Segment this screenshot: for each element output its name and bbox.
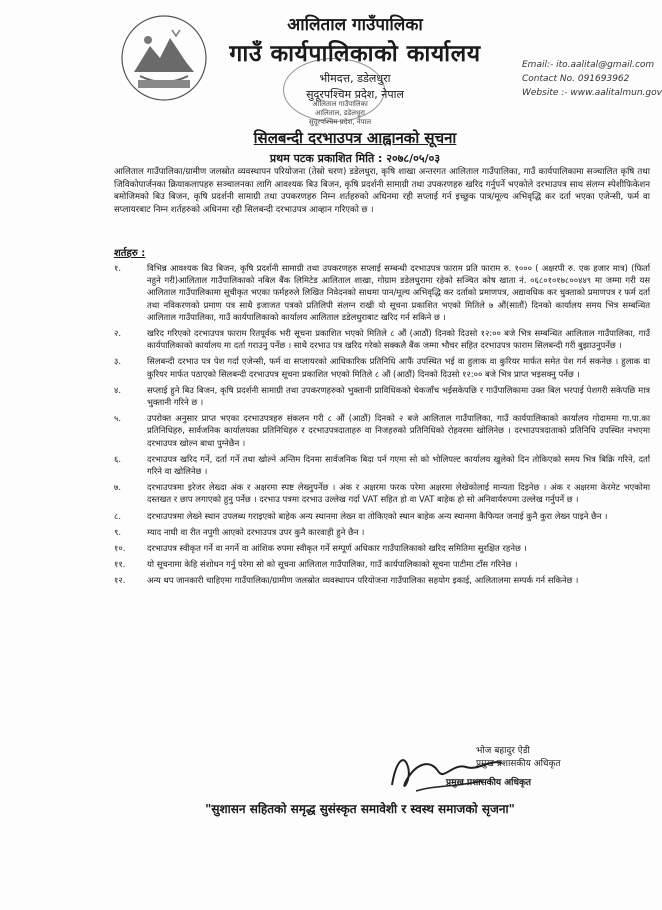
condition-text: सप्लाई हुने बिउ बिजन, कृषि प्रदर्शनी सामाग्री तथा उपकरणहरुको भुक्तानी प्राविधिकको चेकजाँच भईसकेपछि र गाउँपालिकामा उक्त बिल भरपाई पेशगरी सकेपछि मात्र भुक्तानी गरिने छ ।	[147, 384, 650, 408]
signer-details	[476, 745, 561, 771]
published-date: प्रथम पटक प्रकाशित मिति : २०७८/०५/०३	[269, 152, 441, 165]
condition-text: खरिद गरिएको दरभाउपत्र फाराम रितपूर्वक भरी सूचना प्रकाशित भएको मितिले ८ औं (आठौं) दिनको दिउसो १२:०० बजे भित्र सम्बन्धित आलिताल गाउँपालिका, गाउँ कार्यपालिकाको कार्यालय मा दर्ता गराउनु पर्नेछ । साथै दरभाउ पत्र खरिद गरेको सक्कलै बैंक जम्मा भौचर सहित दरभाउपत्र फाराम सिलबन्दी गरी बुझाउनुपर्नेछ ।	[147, 328, 650, 351]
contact-phone: Contact No. 091693962	[522, 74, 630, 84]
signer-designation: प्रमुख प्रशासकीय अधिकृत	[476, 759, 561, 769]
notice-title: सिलबन्दी दरभाउपत्र आह्वानको सूचना	[253, 129, 457, 147]
condition-item	[114, 412, 650, 449]
condition-number: १२.	[114, 575, 126, 586]
condition-text: विभिन्न आवश्यक बिउ बिजन, कृषि प्रदर्शनी सामाग्री तथा उपकरणहरु सप्लाई सम्बन्धी दरभाउपत्र फाराम प्रति फाराम रु. १००० ( अक्षरपी रु. एक हजार मात्र) (फिर्ता नहुने गरी)आलिताल गाउँपालिकाको नबिल बैंक लिमिटेड आलिताल शाखा, गोग्राम डडेलधुरामा रहेको सञ्चित कोष खाता नं. ०६८०१०१७८००४४९ मा जम्मा गरी यस आलिताल गाउँपालिकामा सूचीकृत भएका फर्महरुले लिखित निवेदनको साथमा पान/मूल्य अभिवृद्धि कर दर्ताको प्रमाणपत्र, अद्यावधिक कर चुक्ताको प्रमाणपत्र र फर्म दर्ता तथा नविकरणको प्रमाण पत्र साथै इजाजत पत्रको प्रतिलिपी संलग्न राखी यो सूचना प्रकाशित भएको मितिले ७ औं(सातौं) दिनको कार्यालय समय भित्र सम्बन्धित आलिताल गाउँपालिका, गाउँ कार्यपालिकाको कार्यालय आलिताल डडेलधुराबाट खरिद गर्न सकिने छ ।	[147, 263, 650, 322]
condition-item	[114, 355, 650, 379]
condition-number: ६.	[114, 453, 122, 464]
condition-text: सिलबन्दी दरभाउ पत्र पेश गर्दा एजेन्सी, फर्म वा सप्लायरको आधिकारिक प्रतिनिधि आफैं उपस्थित भई वा हुलाक वा कुरियर मार्फत समेत पेश गर्न सकनेछ । हुलाक वा कुरियर मार्फत पठाएको सिलबन्दी दरभाउपत्र सूचना प्रकाशित भएको मितिले ८ औं (आठौं) दिनको दिउसो १२:०० बजे भित्र प्राप्त भइसक्नु पर्नेछ ।	[147, 356, 650, 379]
condition-item	[114, 510, 650, 522]
condition-number: ८.	[114, 510, 122, 521]
stamp-line-2: आलिताल, डडेलधुरा	[315, 109, 365, 117]
condition-number: ९.	[114, 526, 122, 537]
office-name: गाउँ कार्यपालिकाको कार्यालय	[229, 41, 481, 67]
condition-item	[114, 262, 650, 323]
condition-number: १.	[114, 263, 122, 273]
stamp-line-3: सुदूरपश्चिम प्रदेश, नेपाल	[308, 118, 372, 126]
condition-text: यो सूचनामा केहि संशोधन गर्नु परेमा सो को सूचना आलिताल गाउँपालिका, गाउँ कार्यपालिकाको सूचना पाटीमा टाँस गरिनेछ ।	[147, 559, 518, 570]
notice-intro: आलिताल गाउँपालिका/ग्रामीण जलस्रोत व्यवस्थापन परियोजना (तेस्रो चरण) डडेलधुरा, कृषि शाखा अन्तरगत आलिताल गाउँपालिका, गाउँ कार्यपालिकामा सञ्चालित कृषि तथा जिविकोपार्जनका क्रियाकलापहरु सञ्चालनका लागि आवश्यक बिउ बिजन, कृषि प्रदर्शनी सामाग्री तथा उपकरणहरु खरिद गर्नुपर्ने भएकोले दरभाउपत्र साथ संलग्न स्पेशीफिकेशन बमोजिमको बिउ बिजन, कृषि प्रदर्शनी सामाग्री तथा उपकरणहरु निम्न शर्तहरुको अधिनमा रही सप्लाई गर्न इच्छुक पात्र/मूल्य अभिवृद्धि कर दर्ता भएका एजेन्सी, फर्म वा सप्लायरबाट निम्न शर्तहरुको अधिनमा रही सिलबन्दी दरभाउपत्र आव्हान गरिएको छ ।	[114, 167, 650, 215]
condition-text: उपरोक्त अनुसार प्राप्त भएका दरभाउपत्रहरु संकलन गरी ८ औं (आठौं) दिनको २ बजे आलिताल गाउँपालिका, गाउँ कार्यपालिकाको कार्यालय गोदाममा गा.पा.का प्रतिनिधिहरु, सार्वजनिक कार्यालयका प्रतिनिधिहरु र दरभाउपत्रदाताहरु वा निजहरुको प्रतिनिधिको रोहवरमा खोलिनेछ । दरभाउपत्रदाताको प्रतिनिधि उपस्थित नभएमा दरभाउपत्र खोल्न बाधा पुग्नेछैन ।	[147, 413, 650, 448]
condition-item	[114, 481, 650, 505]
contact-email: Email:- ito.aalital@gmail.com	[522, 60, 655, 70]
rural-municipality-name: आलिताल गाउँपालिका	[287, 15, 423, 35]
condition-item	[114, 327, 650, 351]
condition-number: ७.	[114, 482, 122, 493]
contact-block	[522, 58, 662, 100]
condition-number: ४.	[114, 384, 122, 395]
condition-number: ११.	[114, 559, 126, 570]
condition-item	[114, 558, 650, 570]
condition-item	[114, 384, 650, 408]
condition-number: २.	[114, 328, 122, 339]
stamp-text	[300, 100, 380, 127]
condition-item	[114, 542, 650, 554]
slogan: "सुशासन सहितको समृद्ध सुसंस्कृत समावेशी र स्वस्थ समाजको सृजना"	[205, 802, 515, 816]
condition-number: ३.	[114, 356, 122, 367]
signer-office-line: प्रमुख प्रशासकीय अधिकृत	[446, 778, 532, 788]
condition-item	[114, 526, 650, 538]
condition-text: अन्य थप जानकारी चाहिएमा गाउँपालिका/ग्रामीण जलस्रोत व्यवस्थापन परियोजना गाउँपालिका सहयोग इकाई, आलितालमा सम्पर्क गर्न सकिनेछ ।	[147, 575, 579, 586]
signer-name: भोज बहादुर ऐडी	[476, 746, 530, 756]
stamp-line-1: आलिताल गाउँपालिका	[312, 100, 368, 108]
condition-item	[114, 453, 650, 477]
office-location: भीमदत्त, डडेलधुरा	[319, 72, 391, 85]
contact-website: Website :- www.aalitalmun.gov	[522, 88, 662, 98]
condition-text: दरभाउपत्रमा लेख्ने स्थान उपलब्ध गराइएको बाहेक अन्य स्थानमा लेख्न वा तोकिएको स्थान बाहेक अन्य स्थानमा कैफियत जनाई कुनै कुरा लेख्न पाइने छैन ।	[147, 510, 608, 521]
condition-number: १०.	[114, 543, 126, 554]
conditions-list	[114, 262, 650, 591]
conditions-heading: शर्तहरु :	[114, 248, 146, 259]
province-country: सुदूरपश्चिम प्रदेश, नेपाल	[306, 88, 404, 101]
condition-text: दरभाउपत्रमा इरेजर लेख्दा अंक र अक्षरमा स्पष्ट लेख्नुपर्नेछ । अंक र अक्षरमा फरक परेमा अक्षरमा लेखेकोलाई मान्यता दिइनेछ । अंक र अक्षरमा केरमेट भएकोमा दस्तखत र छाप लगाएको हुनु पर्नेछ । दरभाउ पत्रमा दरभाउ उल्लेख गर्दा VAT सहित हो वा VAT बाहेक हो सो अनिवार्यरुपमा उल्लेख गर्नुपर्ने छ ।	[147, 482, 650, 505]
condition-text: दरभाउपत्र स्वीकृत गर्ने वा नगर्ने वा आंशिक रुपमा स्वीकृत गर्ने सम्पूर्ण अधिकार गाउँपालिकाको खरिद समितिमा सुरक्षित रहनेछ ।	[147, 543, 527, 554]
condition-text: दरभाउपत्र खरिद गर्ने, दर्ता गर्ने तथा खोल्ने अन्तिम दिनमा सार्वजनिक बिदा पर्न गएमा सो को भोलिपल्ट कार्यालय खुलेको दिन तोकिएको समय भित्र बिक्रि गरिने, दर्ता गरिने वा खोलिनेछ ।	[147, 453, 650, 477]
condition-text: म्याद नाघी वा रीत नपुगी आएको दरभाउपत्र उपर कुनै कारवाही हुने छैन ।	[147, 526, 365, 537]
condition-number: ५.	[114, 413, 122, 424]
condition-item	[114, 574, 650, 586]
signature-block	[386, 741, 646, 801]
